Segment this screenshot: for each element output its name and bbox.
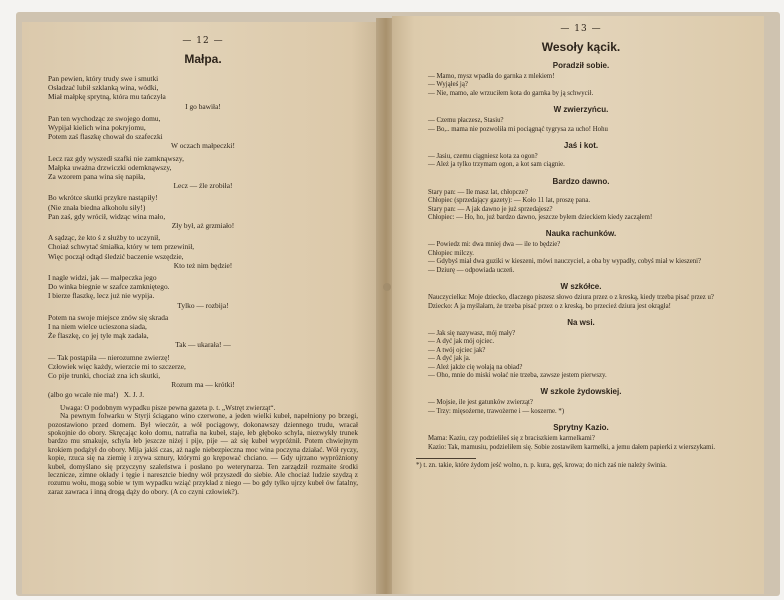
verse-line: Rozum ma — krótki! (171, 380, 235, 390)
poem-verse (48, 74, 358, 399)
left-page (22, 22, 380, 594)
joke-line: Dziecko: A ja myślałam, że trzeba pisać przez o z kreską, bo przecież dziura jest okrągła! (428, 302, 671, 310)
joke-line: — Dziurę — odpowiada uczeń. (428, 266, 515, 274)
verse-line: Do winka biegnie w szafce zamkniętego. (48, 282, 170, 292)
joke-line: Kazio: Tak, mamusiu, podzieliłem się. Sobie zostawiłem karmelki, a jemu dałem papierki z wierszykami. (428, 443, 716, 451)
verse-line: Pan ten wychodząc ze swojego domu, (48, 113, 161, 123)
verse-line: Choiaż schwytać śmiałka, który w tem przewinił, (48, 242, 195, 252)
verse-line: Pan pewien, który trudy swe i smutki (48, 74, 159, 83)
joke-line: Nauczycielka: Moje dziecko, dlaczego piszesz słowo dziura przez o z kreską, kiedy trzeba pisać przez u? (428, 294, 714, 302)
verse-line: Zły był, aż grzmiało! (171, 221, 235, 231)
joke-line: — A dyć jak mój ojciec. (428, 338, 495, 346)
joke-line: — Nie, mamo, ale wrzuciłem kota do garnka by ją schwycił. (428, 89, 594, 97)
joke-line: — Bo,.. mama nie pozwoliła mi pociągnąć tygrysa za ucho! Hohu (428, 125, 608, 133)
verse-line: Potem na swoje miejsce znów się skrada (48, 312, 169, 322)
note-paragraph: Uwaga: O podobnym wypadku pisze pewna gazeta p. t. „Wstręt zwierząt“. (60, 403, 276, 412)
verse-line: I go bawiła! (185, 101, 221, 111)
footnote: *) t. zn. takie, które żydom jeść wolno, n. p. kura, gęś, krowa; do nich zaś nie należy świnia. (416, 461, 667, 469)
joke-title: Jaś i kot. (563, 141, 599, 151)
poem-title: Małpa. (184, 52, 222, 66)
joke-line: Stary pan: — A jak dawno je już sprzedajesz? (428, 205, 553, 213)
jokes-list (416, 61, 746, 452)
joke-line: — Wyjąłeś ją? (428, 81, 468, 89)
verse-line: A sądząc, że kto ś z służby to uczynił, (48, 233, 161, 243)
joke-line: — Gdybyś miał dwa guziki w kieszeni, mówi nauczyciel, a oba by wypadły, cobyś miał w kieszeni? (428, 258, 702, 266)
verse-line: Że flaszkę, co jej tyle mąk zadała, (48, 331, 149, 341)
joke-line: — Jak się nazywasz, mój mały? (428, 329, 516, 337)
joke-title: W szkółce. (560, 282, 602, 292)
verse-line: Tak — ukarała! — (175, 340, 231, 350)
joke-title: W szkole żydowskiej. (540, 387, 622, 397)
joke-line: Mama: Kaziu, czy podzieliłeś się z braciszkiem karmelkami? (428, 435, 595, 443)
verse-line: (albo go wcale nie ma!) X. J. J. (48, 389, 145, 399)
joke-line: — Mojsie, ile jest gatunków zwierząt? (428, 399, 533, 407)
joke-line: Chłopiec (sprzedający gazety): — Koło 11 lat, proszę pana. (428, 197, 591, 205)
joke-title: Sprytny Kazio. (553, 423, 609, 433)
joke-line: Chłopiec: — Ho, ho, już bardzo dawno, jeszcze byłem dzieckiem kiedy zacząłem! (428, 214, 653, 222)
verse-line: Pan zaś, gdy wrócił, widząc wina mało, (48, 211, 166, 221)
verse-line: I nagle widzi, jak — małpeczka jego (48, 273, 157, 283)
joke-line: Chłopiec milczy. (428, 249, 474, 257)
joke-line: — Ależ ja tylko trzymam ogon, a kot sam ciągnie. (428, 161, 565, 169)
joke-title: Na wsi. (567, 317, 595, 327)
joke-line: Stary pan: — Ile masz lat, chłopcze? (428, 188, 528, 196)
verse-line: Lecz — źle zrobiła! (173, 181, 233, 191)
joke-line: — Ależ jakże cię wołają na obiad? (428, 363, 523, 371)
verse-line: Małpka uważna drzwiczki odemknąwszy, (48, 162, 172, 172)
verse-line: Za wzorem pana wina się napiła, (48, 172, 146, 182)
right-page (392, 16, 764, 594)
joke-line: — Mamo, mysz wpadła do garnka z mlekiem! (428, 73, 555, 80)
page-number-left: — 12 — (182, 36, 224, 46)
verse-line: (Nie znała biedna alkoholu siły!) (48, 202, 146, 212)
story-paragraph: Na pewnym folwarku w Styrji ściągano wino czerwone, a jeden wielki kubeł, napełniony po brzegi, pozostawiono przed domem. Był wieczór, a wół pociągowy, dokonawszy dziennego trudu, wracał spokojnie do obory. Skręcając koło domu, natrafia na kubeł, staje, łeb głęboko schyla, niezwykły trunek bardzo mu smakuje, schyla łeb jeszcze niżej i pije, pije — aż się kubeł wypróżnił. Potem chwiejnym krokiem podążył do obory. Mija jakiś czas, aż nagle niebezpieczna moc wina poczyna działać. Wół ryczy, kopie, rzuca się na ziemię i zrywa sznury, którymi go krępować chciano. — Gdy ujrzano wypróżniony kubeł, domyślano się przyczyny szaleństwa i posłano po weterynarza. Ten zarządził rozmaite środki lecznicze, zimne okłady i tęgie i naresztcie biedny wół przyszedł do siebie. Ale chociaż ludzie szydzą z rozumu wołu, mogą sobie w tym wypadku wziąć przykład z niego — bo gdy tylko ujrzy kubeł ów fatalny, zaraz zawraca i inną drogą dąży do obory. (A co czyni człowiek?). (48, 412, 358, 496)
joke-line: — Powiedz mi: dwa mniej dwa — ile to będzie? (428, 241, 561, 249)
verse-line: — Tak postąpiła — nierozumne zwierzę! (48, 352, 170, 362)
verse-line: Człowiek więc każdy, wierzcie mi to szczerze, (48, 361, 186, 371)
joke-line: — A twój ojciec jak? (428, 346, 486, 354)
verse-line: I na niem wielce ucieszona siada, (48, 322, 147, 332)
joke-line: — A dyć jak ja. (428, 355, 471, 363)
verse-line: W oczach małpeczki! (171, 141, 235, 151)
joke-title: Poradził sobie. (552, 61, 610, 70)
footnote-rule (416, 458, 476, 459)
joke-line: — Jasiu, czemu ciągniesz kota za ogon? (428, 153, 538, 161)
section-title: Wesoły kącik. (541, 40, 621, 54)
joke-line: — Trzy: mięsożerne, trawożerne i — koszerne. *) (428, 407, 565, 415)
verse-line: Potem zaś flaszkę chował do szafeczki (48, 132, 163, 142)
binding-hole (383, 283, 391, 291)
verse-line: I bierze flaszkę, lecz już nie wypija. (48, 291, 155, 301)
verse-line: Co pije trunki, chociaż zna ich skutki, (48, 371, 161, 381)
joke-line: — Czemu płaczesz, Stasiu? (428, 117, 504, 125)
page-number-right: — 13 — (560, 24, 602, 34)
verse-line: Bo wkrótce skutki przykre nastąpiły! (48, 193, 158, 203)
verse-line: Miał małpkę sprytną, która mu tańczyła (48, 92, 166, 102)
verse-line: Więc począł odtąd śledzić baczenie wszędzie, (48, 251, 184, 261)
verse-line: Kto też nim będzie! (173, 260, 233, 270)
joke-title: Bardzo dawno. (552, 176, 610, 186)
verse-line: Wypijał kielich wina pokryjomu, (48, 123, 146, 133)
verse-line: Tylko — rozbija! (177, 300, 229, 310)
verse-line: Lecz raz gdy wyszedł szafki nie zamknąwszy, (48, 153, 184, 163)
joke-line: — Oho, mnie do miski wołać nie trzeba, zawsze jestem pierwszy. (428, 371, 607, 379)
verse-line: Osładzać lubił szklanką wina, wódki, (48, 83, 159, 93)
joke-title: Nauka rachunków. (545, 229, 617, 239)
joke-title: W zwierzyńcu. (553, 105, 609, 115)
